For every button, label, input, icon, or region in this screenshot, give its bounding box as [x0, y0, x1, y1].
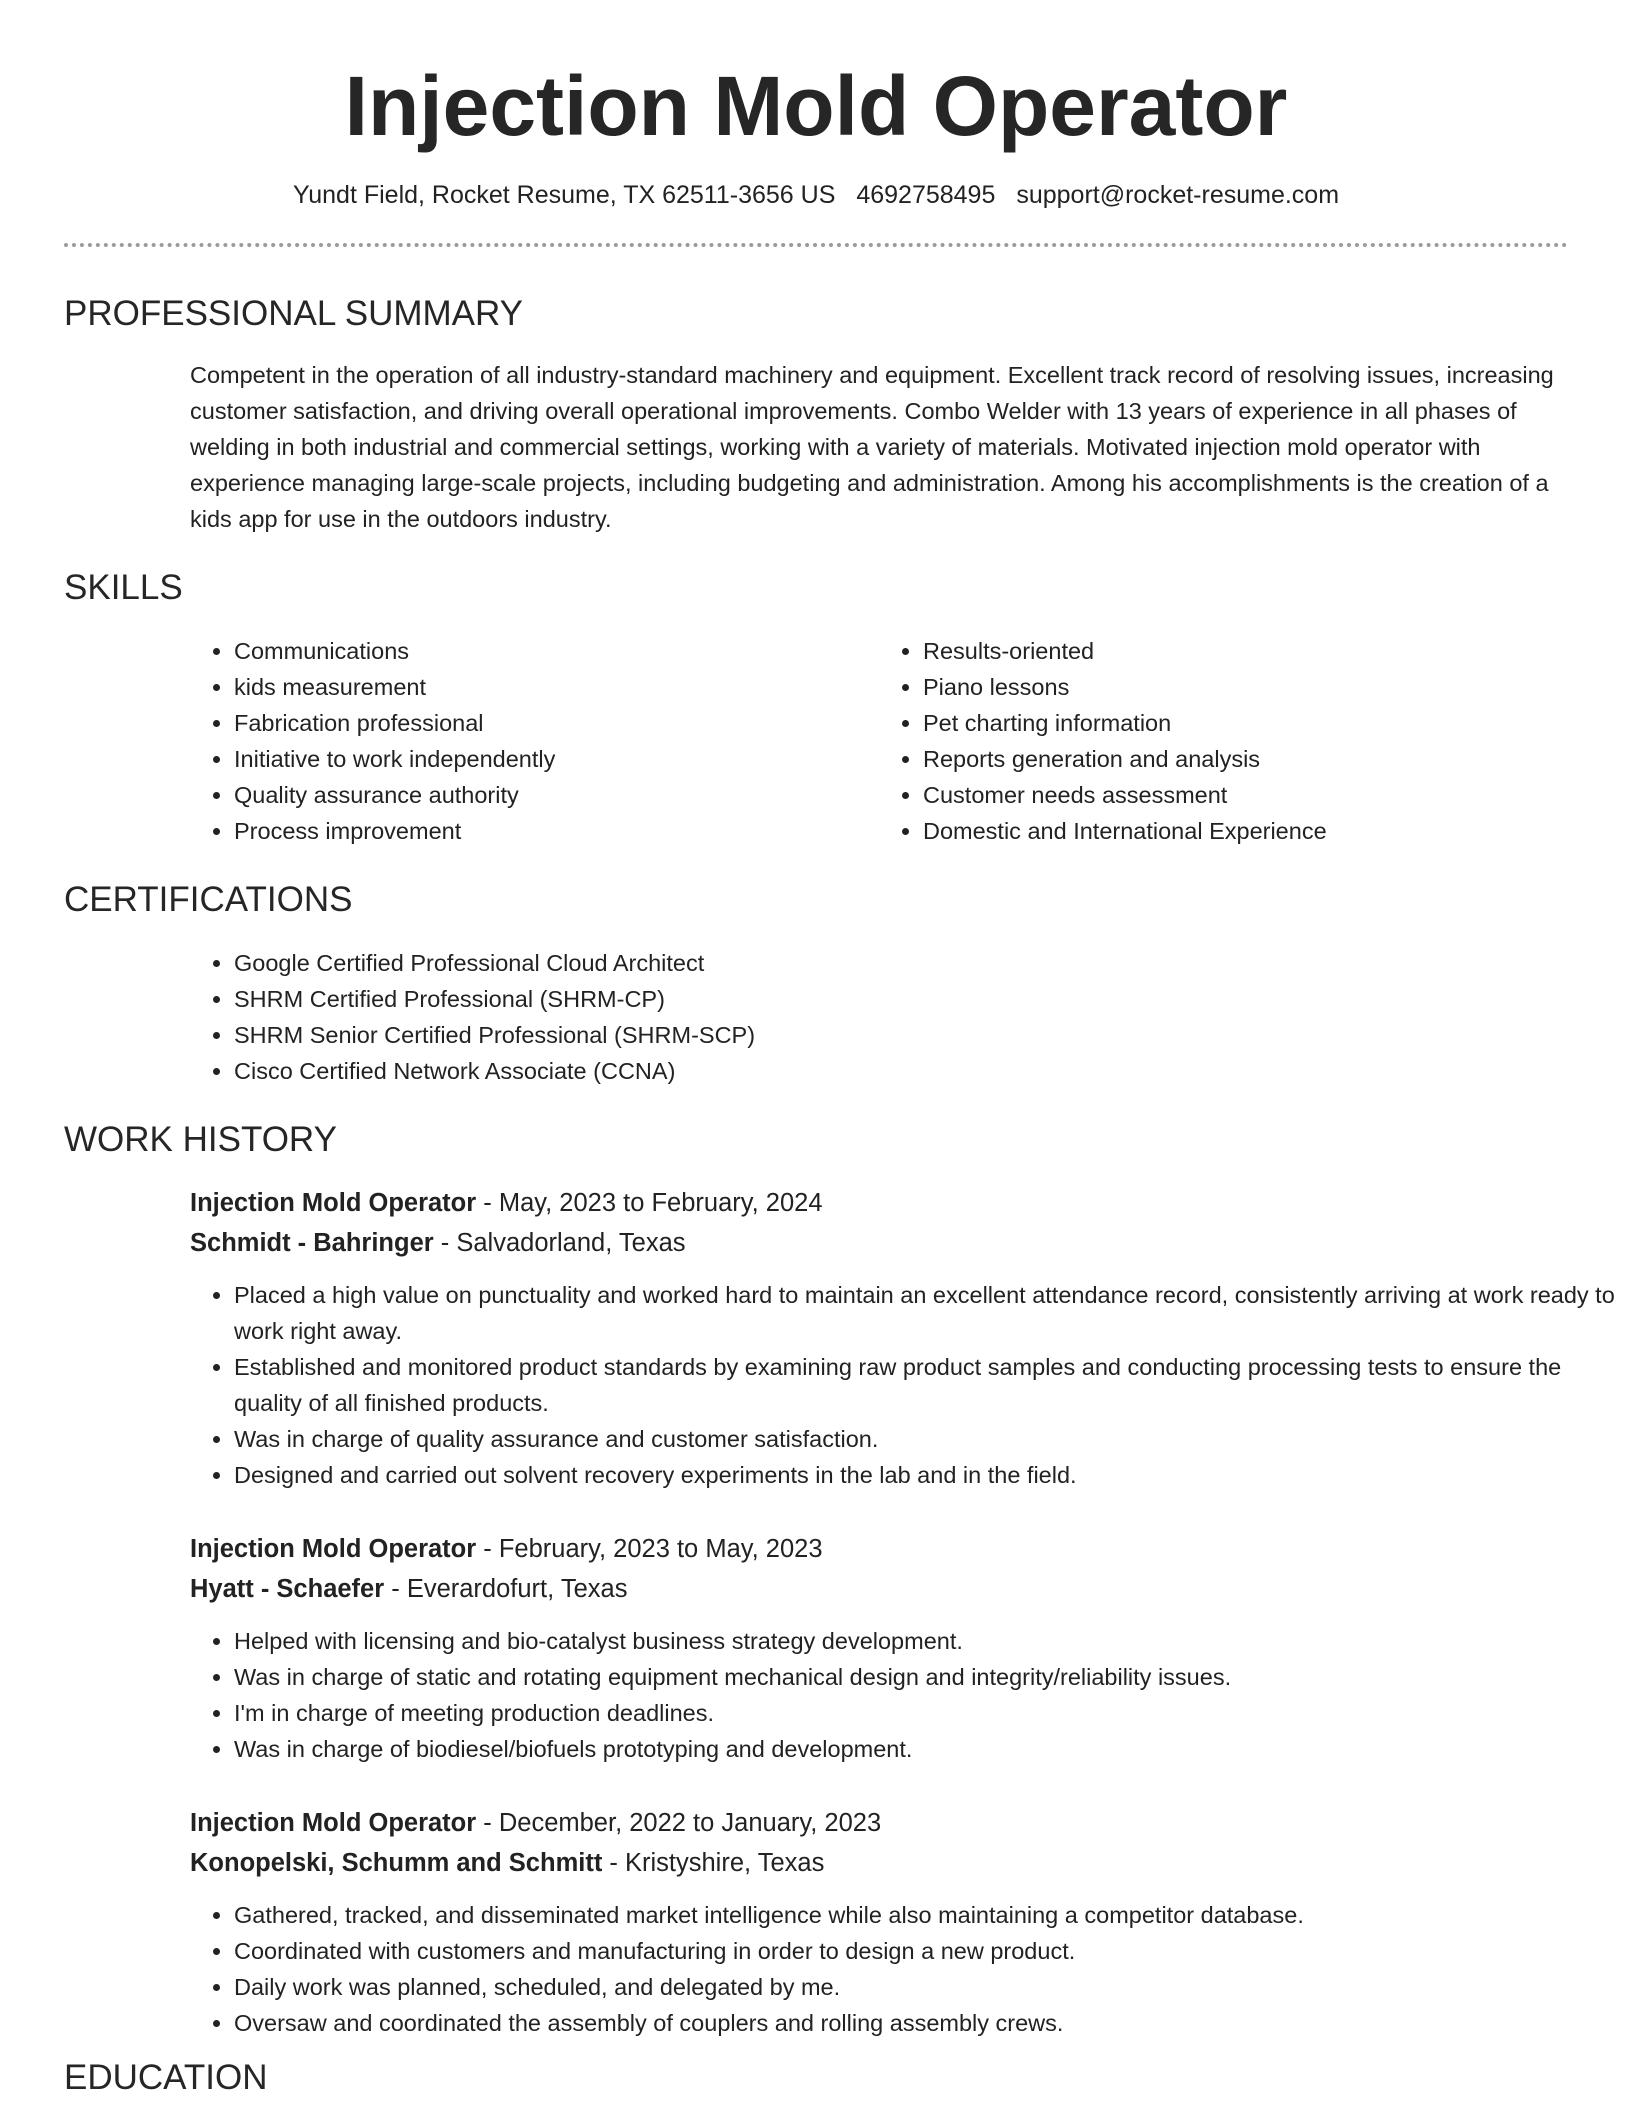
- certification-item: • Cisco Certified Network Associate (CCNA): [234, 1053, 1568, 1089]
- job-duty: • Daily work was planned, scheduled, and delegated by me.: [234, 1969, 1620, 2005]
- job-duty: • Was in charge of quality assurance and customer satisfaction.: [234, 1421, 1620, 1457]
- certification-item: • Google Certified Professional Cloud Architect: [234, 945, 1568, 981]
- job-duty: • Coordinated with customers and manufacturing in order to design a new product.: [234, 1933, 1620, 1969]
- job-duty: • Was in charge of biodiesel/biofuels prototyping and development.: [234, 1731, 1620, 1767]
- job-duty: • Placed a high value on punctuality and worked hard to maintain an excellent attendance record, consistently arriving at work ready to work right away.: [234, 1277, 1620, 1349]
- contact-line: [64, 179, 1568, 212]
- job-company: Hyatt - Schaefer: [190, 1575, 385, 1604]
- skill-item: • Process improvement: [234, 813, 879, 849]
- job-location: - Everardofurt, Texas: [384, 1575, 628, 1604]
- skill-item: • Customer needs assessment: [923, 777, 1568, 813]
- skill-item: • Domestic and International Experience: [923, 813, 1568, 849]
- job-title-line: [190, 1529, 1568, 1569]
- header-divider: [64, 243, 1568, 247]
- skill-item: • Initiative to work independently: [234, 741, 879, 777]
- skill-item: • Pet charting information: [923, 705, 1568, 741]
- skills-list-right: [879, 633, 1568, 849]
- resume-page: [64, 0, 1615, 2099]
- contact-address: Yundt Field, Rocket Resume, TX 62511-3656 US: [292, 180, 836, 209]
- summary-text: Competent in the operation of all industry-standard machinery and equipment. Excellent track record of resolving issues, increasing customer satisfaction, and driving overall operational improvements. Combo Welder with 13 years of experience in all phases of welding in both industrial and commercial settings, working with a variety of materials. Motivated injection mold operator with experience managing large-scale projects, including budgeting and administration. Among his accomplishments is the creation of a kids app for use in the outdoors industry.: [190, 362, 1554, 533]
- contact-phone: 4692758495: [856, 180, 996, 209]
- skill-item: • Results-oriented: [923, 633, 1568, 669]
- skill-item: • Piano lessons: [923, 669, 1568, 705]
- job-entry: [190, 1183, 1615, 1493]
- skill-item: • Quality assurance authority: [234, 777, 879, 813]
- skill-item: • Fabrication professional: [234, 705, 879, 741]
- skills-heading: SKILLS: [64, 568, 183, 608]
- job-dates: - May, 2023 to February, 2024: [476, 1189, 823, 1218]
- job-duties-list: [190, 1623, 1620, 1767]
- job-duty: • Oversaw and coordinated the assembly of couplers and rolling assembly crews.: [234, 2005, 1620, 2041]
- certification-item: • SHRM Certified Professional (SHRM-CP): [234, 981, 1568, 1017]
- job-duty: • Designed and carried out solvent recovery experiments in the lab and in the field.: [234, 1457, 1620, 1493]
- skill-item: • kids measurement: [234, 669, 879, 705]
- job-title-line: [190, 1183, 1568, 1223]
- job-company: Konopelski, Schumm and Schmitt: [190, 1849, 603, 1878]
- skills-columns: [64, 633, 1568, 849]
- job-role: Injection Mold Operator: [190, 1189, 477, 1218]
- candidate-name: Injection Mold Operator: [344, 59, 1288, 153]
- job-duties-list: [190, 1277, 1620, 1493]
- job-entry: [190, 1803, 1568, 2041]
- job-title-line: [190, 1803, 1568, 1843]
- job-role: Injection Mold Operator: [190, 1535, 477, 1564]
- job-duty: • Gathered, tracked, and disseminated market intelligence while also maintaining a competitor database.: [234, 1897, 1620, 1933]
- job-dates: - December, 2022 to January, 2023: [476, 1809, 882, 1838]
- job-duty: • Established and monitored product standards by examining raw product samples and conducting processing tests to ensure the quality of all finished products.: [234, 1349, 1620, 1421]
- work-history-heading: WORK HISTORY: [64, 1120, 337, 1160]
- job-company-line: [190, 1223, 1568, 1263]
- skill-item: • Reports generation and analysis: [923, 741, 1568, 777]
- job-company-line: [190, 1843, 1568, 1883]
- job-company-line: [190, 1569, 1568, 1609]
- job-location: - Salvadorland, Texas: [433, 1229, 686, 1258]
- certification-item: • SHRM Senior Certified Professional (SHRM-SCP): [234, 1017, 1568, 1053]
- certifications-heading: CERTIFICATIONS: [64, 880, 353, 920]
- contact-email: support@rocket-resume.com: [1016, 180, 1340, 209]
- job-duty: • Helped with licensing and bio-catalyst business strategy development.: [234, 1623, 1620, 1659]
- job-role: Injection Mold Operator: [190, 1809, 477, 1838]
- certifications-list: [190, 945, 1568, 1089]
- job-duties-list: [190, 1897, 1620, 2041]
- job-location: - Kristyshire, Texas: [602, 1849, 825, 1878]
- job-company: Schmidt - Bahringer: [190, 1229, 434, 1258]
- summary-heading: PROFESSIONAL SUMMARY: [64, 294, 523, 334]
- job-duty: • I'm in charge of meeting production deadlines.: [234, 1695, 1620, 1731]
- job-dates: - February, 2023 to May, 2023: [476, 1535, 823, 1564]
- education-heading: EDUCATION: [64, 2058, 268, 2098]
- skill-item: • Communications: [234, 633, 879, 669]
- skills-list-left: [190, 633, 879, 849]
- job-entry: [190, 1529, 1568, 1767]
- job-duty: • Was in charge of static and rotating equipment mechanical design and integrity/reliability issues.: [234, 1659, 1620, 1695]
